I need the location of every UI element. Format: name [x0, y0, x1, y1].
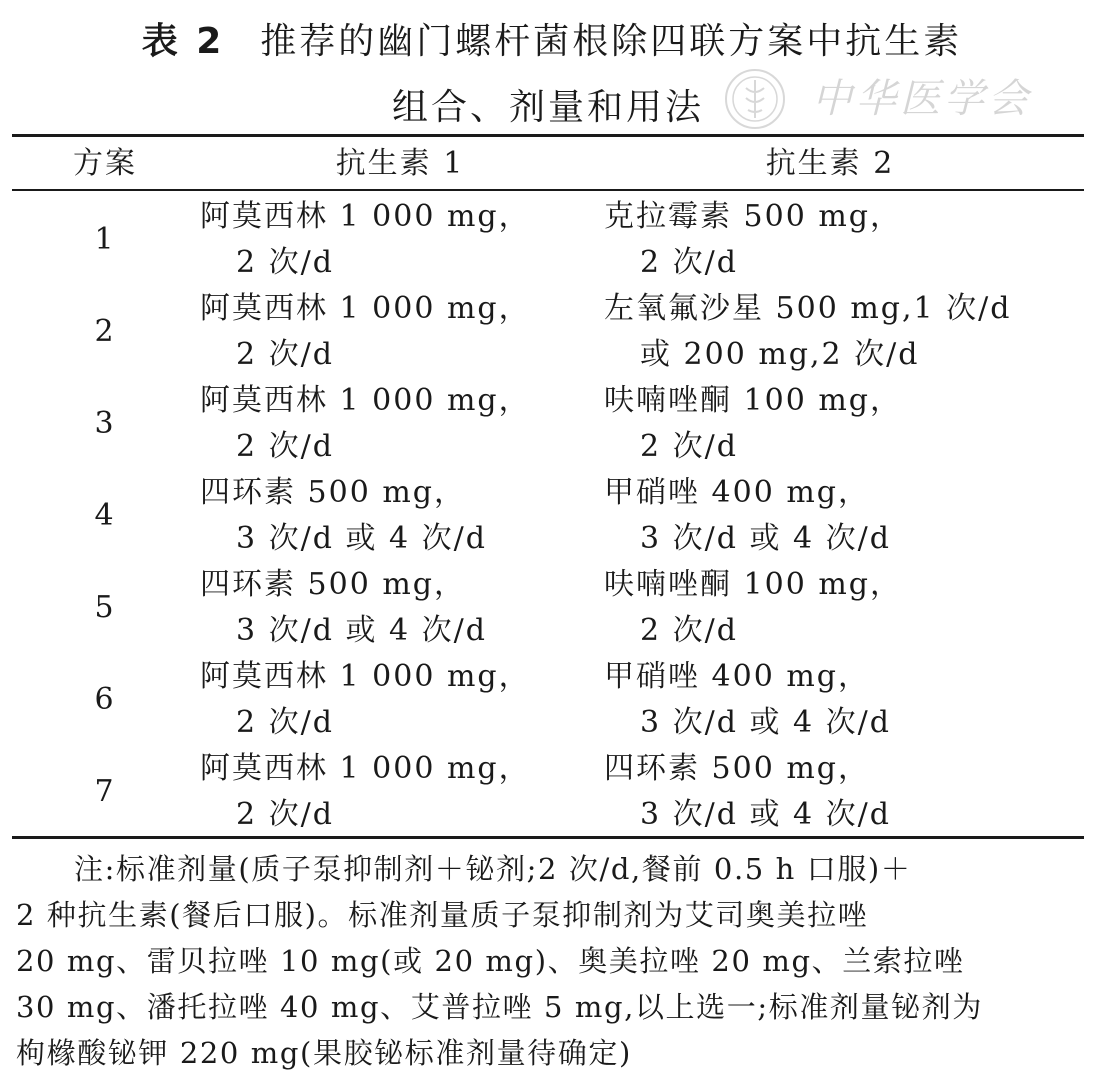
- antibiotic-1-dose: 四环素 500 mg，: [200, 567, 466, 602]
- antibiotic-1-cell: [200, 746, 531, 838]
- antibiotic-2-frequency: 3 次/d 或 4 次/d: [640, 797, 891, 832]
- plan-number: 6: [94, 682, 116, 717]
- antibiotic-1-frequency: 3 次/d 或 4 次/d: [236, 521, 487, 556]
- table-row: [0, 194, 1104, 286]
- antibiotic-2-cell: [604, 194, 902, 286]
- plan-number: 7: [94, 774, 116, 809]
- table-header-row: [0, 140, 1104, 188]
- plan-number: 5: [94, 590, 116, 625]
- table-row: [0, 378, 1104, 470]
- footnote-line: 注:标准剂量(质子泵抑制剂＋铋剂;2 次/d,餐前 0.5 h 口服)＋: [74, 852, 912, 886]
- antibiotic-2-frequency: 2 次/d: [640, 429, 738, 464]
- antibiotic-2-frequency: 2 次/d: [640, 613, 738, 648]
- antibiotic-2-dose: 甲硝唑 400 mg，: [604, 475, 870, 510]
- footnote-line: 2 种抗生素(餐后口服)。标准剂量质子泵抑制剂为艾司奥美拉唑: [16, 898, 869, 932]
- table-title-line2: 组合、剂量和用法: [392, 87, 705, 128]
- table-row: [0, 654, 1104, 746]
- antibiotic-2-frequency: 2 次/d: [640, 245, 738, 280]
- antibiotic-1-dose: 四环素 500 mg，: [200, 475, 466, 510]
- antibiotic-2-frequency: 3 次/d 或 4 次/d: [640, 521, 891, 556]
- antibiotic-1-cell: [200, 378, 531, 470]
- antibiotic-2-dose: 甲硝唑 400 mg，: [604, 659, 870, 694]
- antibiotic-1-dose: 阿莫西林 1 000 mg，: [200, 659, 531, 694]
- table-title: [0, 18, 1104, 66]
- header-antibiotic-2: 抗生素 2: [765, 146, 895, 181]
- antibiotic-2-cell: [604, 746, 891, 838]
- antibiotic-2-frequency: 或 200 mg,2 次/d: [640, 337, 920, 372]
- footnote-line: 枸橼酸铋钾 220 mg(果胶铋标准剂量待确定): [16, 1036, 632, 1070]
- table-header-rule: [12, 189, 1084, 191]
- antibiotic-2-dose: 左氧氟沙星 500 mg,1 次/d: [604, 291, 1012, 326]
- watermark-text: 中华医学会: [812, 76, 1032, 122]
- table-row: [0, 286, 1104, 378]
- antibiotic-1-cell: [200, 286, 531, 378]
- table-top-rule: [12, 134, 1084, 137]
- footnote-line: 20 mg、雷贝拉唑 10 mg(或 20 mg)、奥美拉唑 20 mg、兰索拉唑: [16, 944, 965, 978]
- antibiotic-2-dose: 克拉霉素 500 mg，: [604, 199, 902, 234]
- table-title-line1: 推荐的幽门螺杆菌根除四联方案中抗生素: [260, 21, 963, 62]
- society-seal-icon: [724, 68, 786, 130]
- antibiotic-1-cell: [200, 562, 487, 654]
- antibiotic-2-cell: [604, 562, 902, 654]
- watermark: [724, 68, 1054, 130]
- table-row: [0, 470, 1104, 562]
- antibiotic-1-cell: [200, 194, 531, 286]
- table-body: [0, 194, 1104, 838]
- antibiotic-2-cell: [604, 286, 1011, 378]
- antibiotic-1-frequency: 2 次/d: [236, 429, 334, 464]
- footnote-line: 30 mg、潘托拉唑 40 mg、艾普拉唑 5 mg,以上选一;标准剂量铋剂为: [16, 990, 983, 1024]
- header-plan: 方案: [73, 146, 137, 181]
- plan-number: 2: [94, 314, 116, 349]
- antibiotic-1-cell: [200, 470, 487, 562]
- antibiotic-1-frequency: 2 次/d: [236, 705, 334, 740]
- plan-number: 4: [94, 498, 116, 533]
- antibiotic-2-dose: 呋喃唑酮 100 mg，: [604, 383, 902, 418]
- antibiotic-2-dose: 呋喃唑酮 100 mg，: [604, 567, 902, 602]
- table-row: [0, 562, 1104, 654]
- antibiotic-1-frequency: 2 次/d: [236, 337, 334, 372]
- antibiotic-1-frequency: 3 次/d 或 4 次/d: [236, 613, 487, 648]
- antibiotic-1-frequency: 2 次/d: [236, 797, 334, 832]
- antibiotic-1-cell: [200, 654, 531, 746]
- antibiotic-1-dose: 阿莫西林 1 000 mg，: [200, 199, 531, 234]
- antibiotic-1-frequency: 2 次/d: [236, 245, 334, 280]
- antibiotic-1-dose: 阿莫西林 1 000 mg，: [200, 291, 531, 326]
- antibiotic-2-dose: 四环素 500 mg，: [604, 751, 870, 786]
- antibiotic-2-cell: [604, 378, 902, 470]
- header-antibiotic-1: 抗生素 1: [335, 146, 465, 181]
- plan-number: 3: [94, 406, 116, 441]
- antibiotic-2-cell: [604, 470, 891, 562]
- antibiotic-2-frequency: 3 次/d 或 4 次/d: [640, 705, 891, 740]
- antibiotic-1-dose: 阿莫西林 1 000 mg，: [200, 383, 531, 418]
- antibiotic-1-dose: 阿莫西林 1 000 mg，: [200, 751, 531, 786]
- plan-number: 1: [94, 222, 116, 257]
- table-footnote: [16, 846, 1088, 1076]
- antibiotic-2-cell: [604, 654, 891, 746]
- table-row: [0, 746, 1104, 838]
- table-label: 表 2: [141, 21, 225, 62]
